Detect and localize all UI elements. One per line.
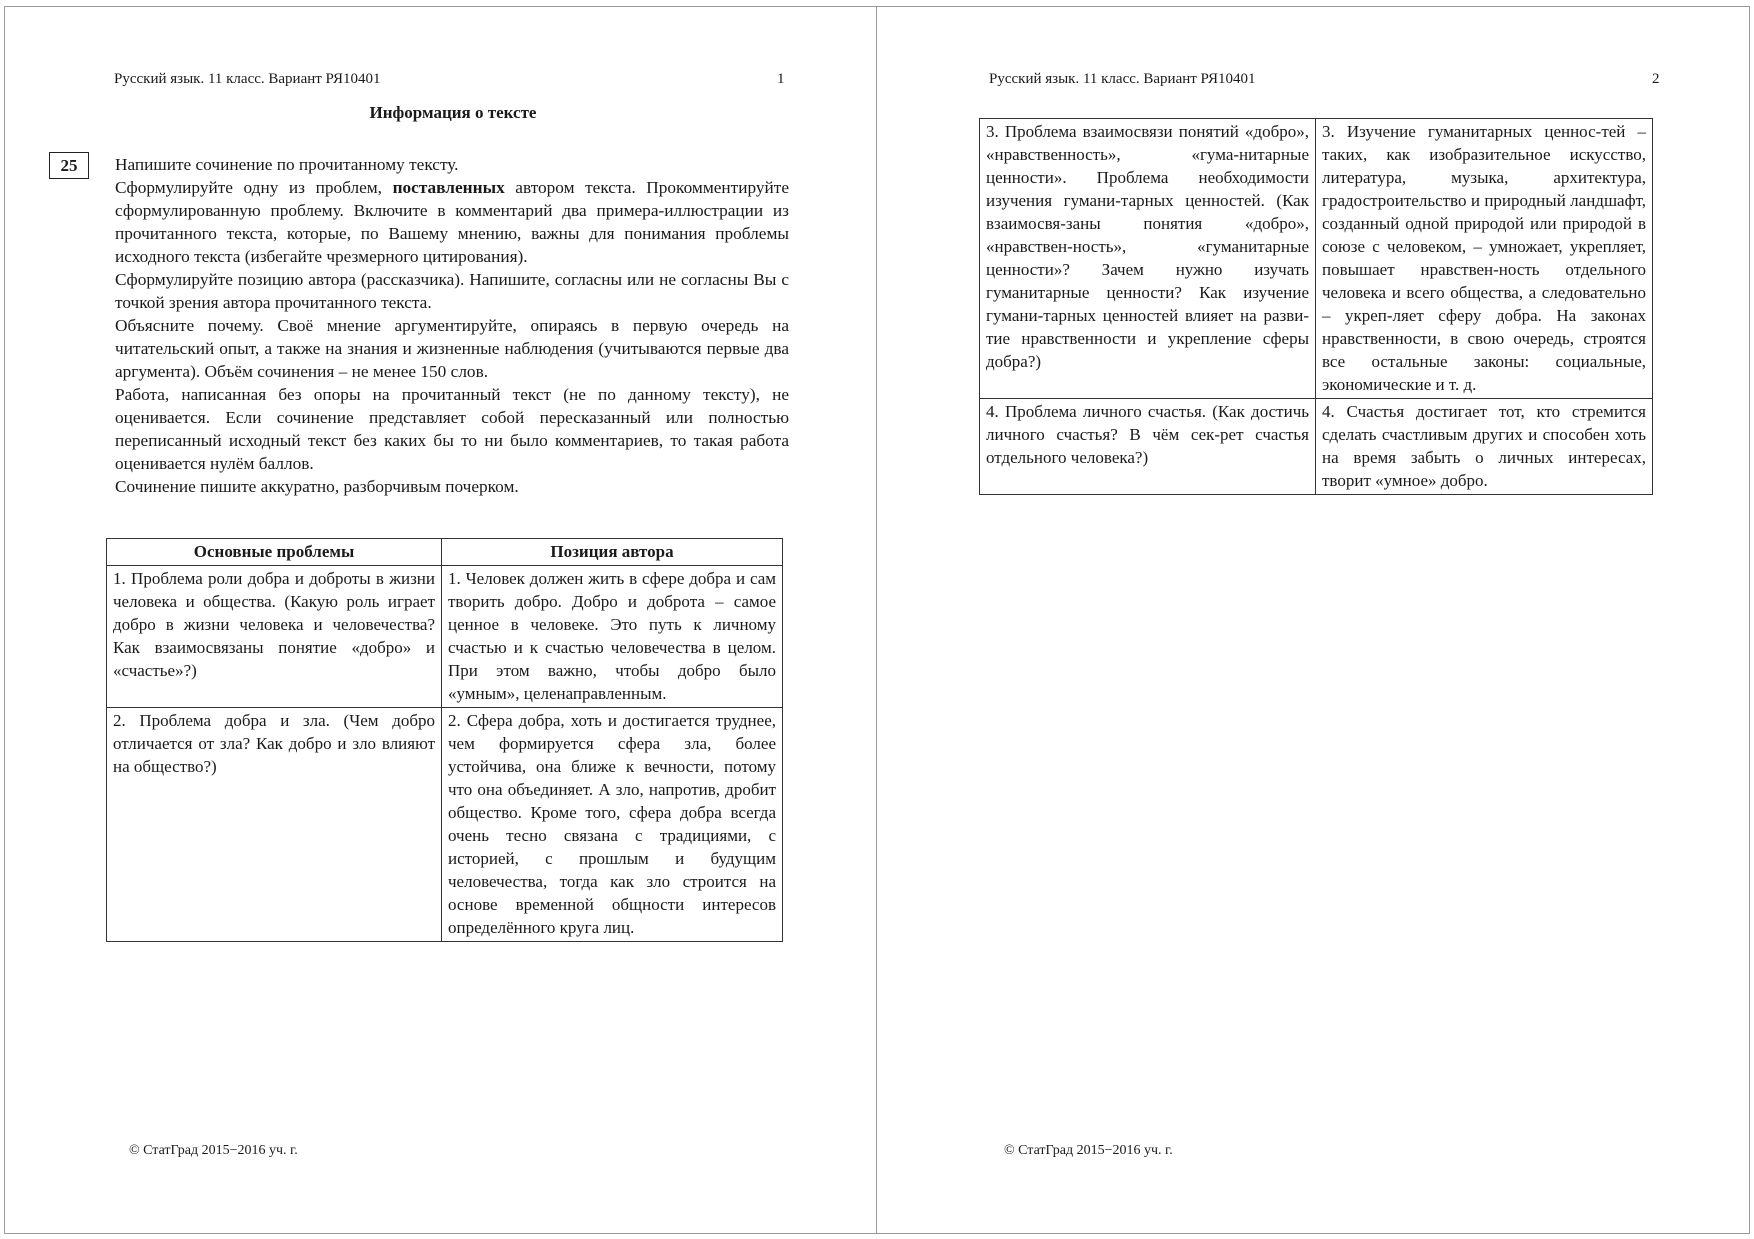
section-title: Информация о тексте [369, 103, 537, 122]
position-cell: 2. Сфера добра, хоть и достигается труднее, чем формируется сфера зла, более устойчива, она ближе к вечности, потому что она объединяет. А зло, напротив, дробит общество. Кроме того, сфера добра всегда очень тесно связана с традициями, с историей, с прошлым и будущим человечества, тогда как зло строится на основе временной общности интересов определённого круга лиц. [442, 708, 783, 942]
task-paragraph: Сформулируйте одну из проблем, поставленных автором текста. Прокомментируйте сформулированную проблему. Включите в комментарий два примера-иллюстрации из прочитанного текста, которые, по Вашему мнению, важны для понимания проблемы исходного текста (избегайте чрезмерного цитирования). [115, 178, 789, 266]
table-row [980, 399, 1653, 495]
position-cell: 4. Счастья достигает тот, кто стремится сделать счастливым других и способен хоть на время забыть о личных интересах, творит «умное» добро. [1316, 399, 1653, 495]
table-row [107, 566, 783, 708]
task-paragraph: Сформулируйте позицию автора (рассказчика). Напишите, согласны или не согласны Вы с точкой зрения автора прочитанного текста. [115, 270, 789, 312]
position-cell: 1. Человек должен жить в сфере добра и сам творить добро. Добро и доброта – самое ценное в человеке. Это путь к личному счастью и к счастью человечества в целом. При этом важно, чтобы добро было «умным», целенаправленным. [442, 566, 783, 708]
table-row [107, 708, 783, 942]
column-header-position: Позиция автора [442, 539, 783, 566]
task-paragraph: Объясните почему. Своё мнение аргументируйте, опираясь в первую очередь на читательский опыт, а также на знания и жизненные наблюдения (учитываются первые два аргумента). Объём сочинения – не менее 150 слов. [115, 316, 789, 381]
position-cell: 3. Изучение гуманитарных ценнос-тей – таких, как изобразительное искусство, литература, музыка, архитектура, градостроительство и природный ландшафт, созданный одной природой или природой в союзе с человеком, – умножает, укрепляет, повышает нравствен-ность отдельного человека и всего общества, а следовательно – укреп-ляет сферу добра. На законах нравственности, в свою очередь, строятся все остальные законы: социальные, экономические и т. д. [1316, 119, 1653, 399]
task-paragraph: Работа, написанная без опоры на прочитанный текст (не по данному тексту), не оценивается. Если сочинение представляет собой пересказанный или полностью переписанный исходный текст без каких бы то ни было комментариев, то такая работа оценивается нулём баллов. [115, 385, 789, 473]
task-instructions [115, 153, 789, 498]
task-number-box: 25 [49, 152, 89, 179]
table-header-row [107, 539, 783, 566]
page-header: Русский язык. 11 класс. Вариант РЯ10401 [114, 71, 381, 87]
page-number: 1 [777, 71, 785, 87]
column-header-problems: Основные проблемы [107, 539, 442, 566]
table-row [980, 119, 1653, 399]
problem-cell: 2. Проблема добра и зла. (Чем добро отличается от зла? Как добро и зло влияют на общество?) [107, 708, 442, 942]
page-header: Русский язык. 11 класс. Вариант РЯ10401 [989, 71, 1256, 87]
page-number: 2 [1652, 71, 1660, 87]
page-footer: © СтатГрад 2015−2016 уч. г. [129, 1143, 298, 1158]
problem-cell: 4. Проблема личного счастья. (Как достичь личного счастья? В чём сек-рет счастья отдельного человека?) [980, 399, 1316, 495]
problems-table-continued [979, 118, 1653, 495]
problems-table [106, 538, 783, 942]
page-1 [4, 6, 876, 1234]
problem-cell: 3. Проблема взаимосвязи понятий «добро», «нравственность», «гума-нитарные ценности». Проблема необходимости изучения гумани-тарных ценностей. (Как взаимосвя-заны понятия «добро», «нравствен-ность», «гуманитарные ценности»? Зачем нужно изучать гуманитарные ценности? Как изучение гумани-тарных ценностей влияет на разви-тие нравственности и укрепление сферы добра?) [980, 119, 1316, 399]
page-footer: © СтатГрад 2015−2016 уч. г. [1004, 1143, 1173, 1158]
task-paragraph: Напишите сочинение по прочитанному тексту. [115, 155, 459, 174]
task-paragraph: Сочинение пишите аккуратно, разборчивым почерком. [115, 477, 519, 496]
problem-cell: 1. Проблема роли добра и доброты в жизни человека и общества. (Какую роль играет добро в жизни человека и человечества? Как взаимосвязаны понятие «добро» и «счастье»?) [107, 566, 442, 708]
